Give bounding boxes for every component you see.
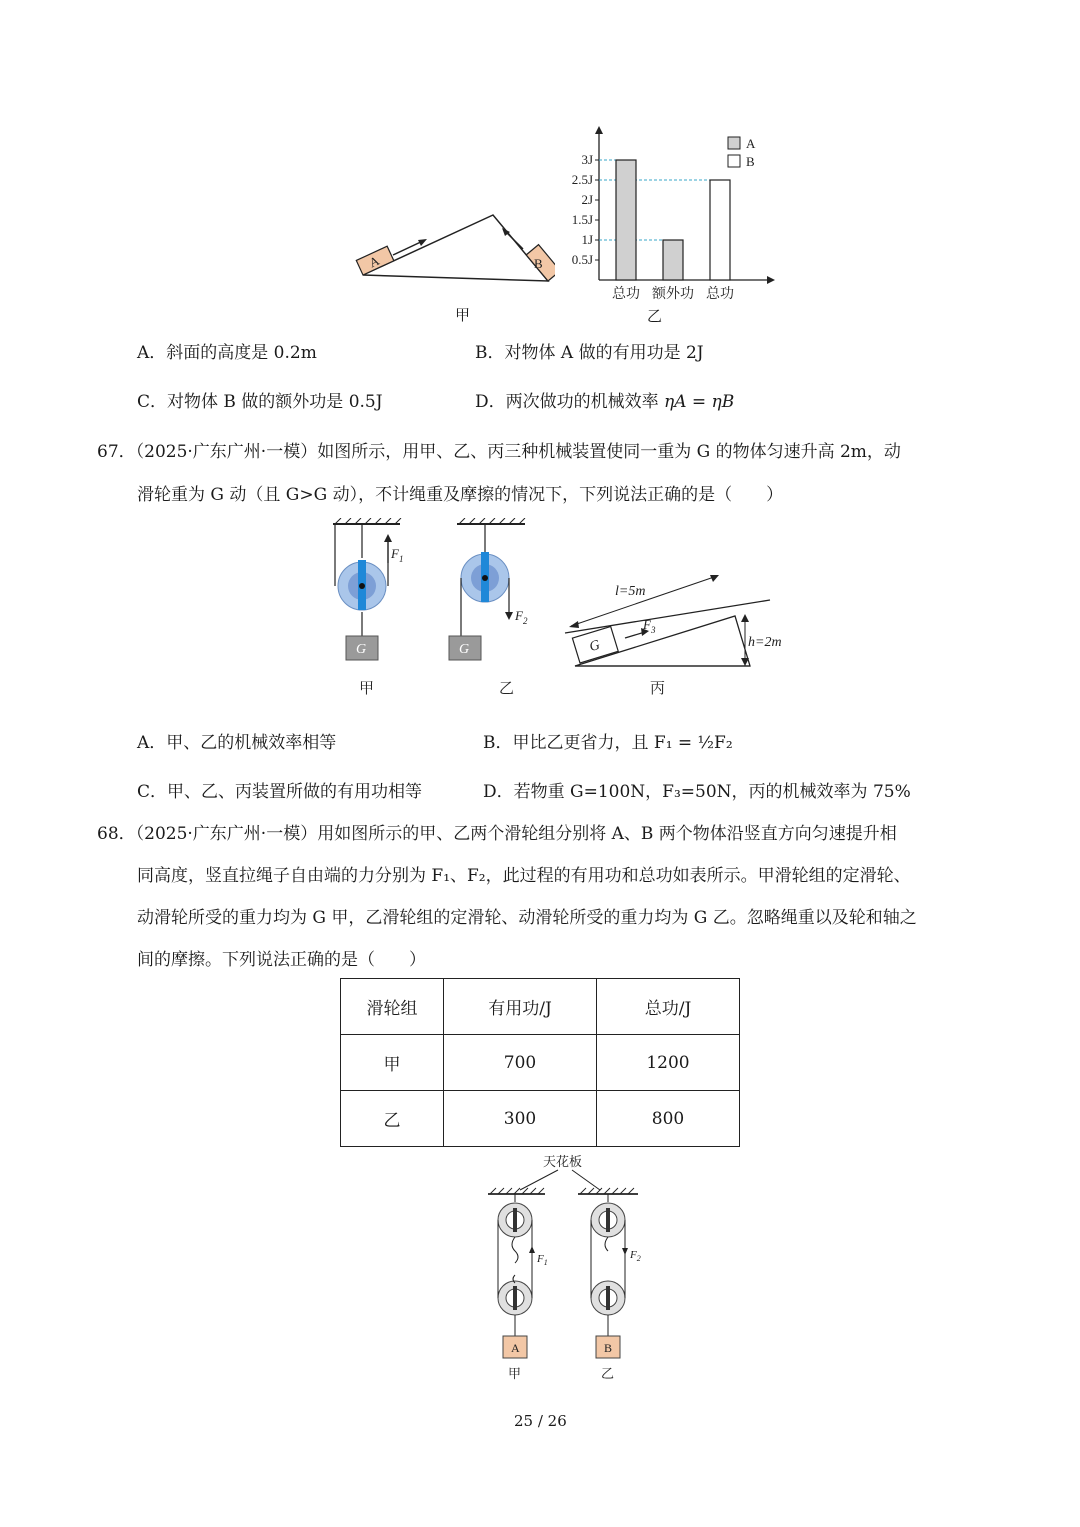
y-tick-label: 0.5J <box>571 252 593 267</box>
q66-option-d-text: D．两次做功的机械效率 <box>475 392 659 412</box>
q67-option-a: A．甲、乙的机械效率相等 <box>137 733 337 753</box>
q67-option-c: C．甲、乙、丙装置所做的有用功相等 <box>137 782 423 802</box>
q66-option-d-formula: ηA = ηB <box>664 392 735 412</box>
incline-length: l=5m <box>615 584 646 599</box>
q68-f1-label: $F_1$ <box>537 1253 548 1267</box>
block-a-label: A <box>366 252 382 271</box>
table-header-row <box>341 979 740 1035</box>
q66-incline-figure <box>355 205 555 295</box>
fig-yi-label: 乙 <box>647 307 663 325</box>
x-axis-arrow <box>767 276 775 284</box>
q67-stem-line2: 滑轮重为 G 动（且 G>G 动），不计绳重及摩擦的情况下，下列说法正确的是（ ） <box>137 485 784 505</box>
q67-label-jia: 甲 <box>359 681 375 697</box>
q68-f2-label: $F_2$ <box>630 1249 641 1263</box>
table-header: 总功/J <box>597 979 740 1035</box>
f1-label: $F_1$ <box>391 546 404 564</box>
q68-stem-line1: 68．（2025·广东广州·一模）用如图所示的甲、乙两个滑轮组分别将 A、B 两个物体沿竖直方向匀速提升相 <box>97 824 897 844</box>
q68-label-jia: 甲 <box>508 1366 522 1381</box>
q67-option-b: B．甲比乙更省力，且 F₁ = ½F₂ <box>483 733 733 753</box>
y-axis-arrow <box>595 126 603 134</box>
y-tick-label: 2J <box>581 192 593 207</box>
q66-bar-chart <box>555 118 775 318</box>
table-cell: 300 <box>444 1091 597 1147</box>
q68-stem-line3: 动滑轮所受的重力均为 G 甲，乙滑轮组的定滑轮、动滑轮所受的重力均为 G 乙。忽略绳重以及轮和轴之 <box>137 908 917 928</box>
table-cell: 1200 <box>597 1035 740 1091</box>
f2-label: $F_2$ <box>515 608 528 626</box>
q66-option-a: A．斜面的高度是 0.2m <box>137 343 317 363</box>
q67-stem-line1: 67．（2025·广东广州·一模）如图所示，用甲、乙、丙三种机械装置使同一重为 G 的物体匀速升高 2m，动 <box>97 442 901 462</box>
table-cell: 甲 <box>341 1035 444 1091</box>
bar-b <box>710 180 730 280</box>
weight-g-yi: G <box>459 642 470 657</box>
q67-label-bing: 丙 <box>650 681 666 697</box>
weight-g-bing: G <box>587 637 602 656</box>
y-tick-label: 1J <box>581 232 593 247</box>
y-tick-label: 3J <box>581 152 593 167</box>
page-number: 25 / 26 <box>514 1412 567 1430</box>
table-cell: 700 <box>444 1035 597 1091</box>
bar-a <box>616 160 636 280</box>
q68-stem-line2: 同高度，竖直拉绳子自由端的力分别为 F₁、F₂，此过程的有用功和总功如表所示。甲滑轮组的定滑轮、 <box>137 866 911 886</box>
table-header: 滑轮组 <box>341 979 444 1035</box>
q68-work-table <box>340 978 740 1147</box>
block-b-label: B <box>534 256 543 271</box>
legend-label: A <box>746 136 756 151</box>
y-tick-label: 2.5J <box>571 172 593 187</box>
q67-option-d: D．若物重 G=100N，F₃=50N，丙的机械效率为 75% <box>483 782 911 802</box>
table-cell: 乙 <box>341 1091 444 1147</box>
x-tick-label: 总功 <box>612 287 640 302</box>
table-cell: 800 <box>597 1091 740 1147</box>
y-tick-label: 1.5J <box>571 212 593 227</box>
table-row <box>341 1035 740 1091</box>
weight-g-jia: G <box>356 642 367 657</box>
q68-label-yi: 乙 <box>601 1366 615 1381</box>
f3-label: $F_3$ <box>643 617 656 635</box>
q68-block-b: B <box>604 1341 613 1355</box>
x-tick-label: 额外功 <box>652 287 694 302</box>
q68-block-a: A <box>511 1341 520 1355</box>
legend-label: B <box>746 154 755 169</box>
table-row <box>341 1091 740 1147</box>
bar-a <box>663 240 683 280</box>
q68-stem-line4: 间的摩擦。下列说法正确的是（ ） <box>137 950 426 970</box>
x-tick-label: 总功 <box>706 287 734 302</box>
incline-height: h=2m <box>748 635 782 650</box>
legend-swatch-a <box>728 137 740 149</box>
q68-pulley-figure <box>480 1150 650 1385</box>
ceiling-label: 天花板 <box>543 1154 583 1169</box>
q66-option-b: B．对物体 A 做的有用功是 2J <box>475 343 704 363</box>
table-header: 有用功/J <box>444 979 597 1035</box>
q67-figures <box>325 518 795 698</box>
legend-swatch-b <box>728 155 740 167</box>
q66-option-c: C．对物体 B 做的额外功是 0.5J <box>137 392 383 412</box>
q67-label-yi: 乙 <box>499 681 515 697</box>
q66-option-d <box>475 387 734 412</box>
fig-jia-label: 甲 <box>455 306 471 324</box>
